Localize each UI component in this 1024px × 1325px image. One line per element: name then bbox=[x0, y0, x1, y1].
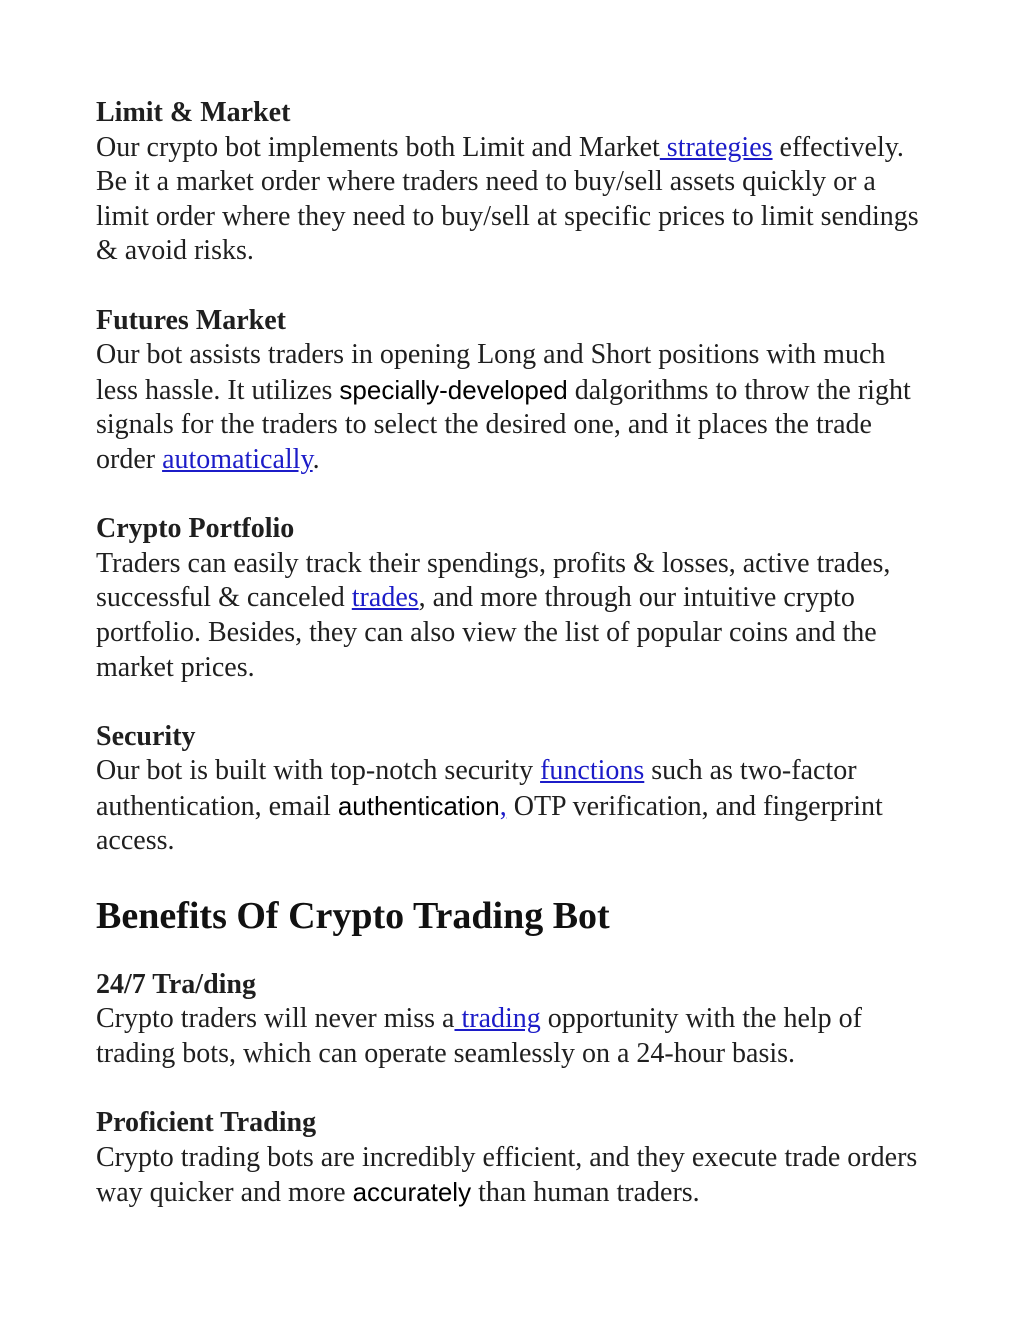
section-crypto-portfolio bbox=[96, 512, 928, 685]
link-comma[interactable]: , bbox=[499, 790, 507, 822]
section-body bbox=[96, 754, 928, 859]
body-text: effectively. Be it a market order where traders need to buy/sell assets quickly or a limit order where they need to buy/sell at specific prices to limit sendings & avoid risks. bbox=[96, 131, 919, 267]
body-text: Our bot assists traders in opening Long and Short positions with much less hassle. It utilizes bbox=[96, 339, 886, 406]
section-24-7-trading bbox=[96, 968, 928, 1072]
benefits-title: Benefits Of Crypto Trading Bot bbox=[96, 894, 610, 937]
section-heading: Crypto Portfolio bbox=[96, 513, 295, 545]
section-limit-market bbox=[96, 96, 928, 269]
section-heading: Proficient Trading bbox=[96, 1107, 317, 1139]
section-body bbox=[96, 547, 928, 685]
body-text: than human traders. bbox=[471, 1177, 700, 1209]
section-security bbox=[96, 720, 928, 859]
body-text: such as two-factor authentication, email bbox=[96, 755, 857, 822]
body-text-sans: specially-developed bbox=[339, 374, 568, 405]
body-text-sans: authentication bbox=[337, 790, 500, 821]
section-heading: Limit & Market bbox=[96, 97, 291, 128]
section-heading: Security bbox=[96, 720, 196, 752]
body-text: dalgorithms to throw the right signals for the traders to select the desired one, and it places the trade order bbox=[96, 374, 911, 475]
body-text: Crypto trading bots are incredibly efficient, and they execute trade orders way quicker and more bbox=[96, 1141, 918, 1209]
section-body bbox=[96, 1002, 928, 1071]
section-proficient-trading bbox=[96, 1106, 928, 1211]
section-body bbox=[96, 1141, 928, 1211]
body-text: Our crypto bot implements both Limit and Market bbox=[96, 131, 660, 163]
link-automatically[interactable]: automatically bbox=[162, 443, 313, 475]
body-text: Crypto traders will never miss a bbox=[96, 1003, 455, 1035]
section-heading: 24/7 Tra/ding bbox=[96, 968, 257, 1000]
body-text-sans: accurately bbox=[352, 1177, 472, 1208]
body-text: OTP verification, and fingerprint access. bbox=[96, 790, 883, 857]
body-text: opportunity with the help of trading bots, which can operate seamlessly on a 24-hour basis. bbox=[96, 1003, 862, 1069]
link-functions[interactable]: functions bbox=[540, 755, 645, 787]
link-strategies[interactable]: strategies bbox=[659, 131, 773, 163]
body-text: Traders can easily track their spendings, profits & losses, active trades, successful & canceled bbox=[96, 547, 891, 614]
link-trades[interactable]: trades bbox=[351, 582, 419, 614]
body-text: . bbox=[312, 443, 320, 475]
section-futures-market bbox=[96, 304, 928, 478]
link-trading[interactable]: trading bbox=[454, 1003, 541, 1035]
section-heading: Futures Market bbox=[96, 304, 286, 336]
section-body bbox=[96, 131, 928, 269]
body-text: Our bot is built with top-notch security bbox=[96, 755, 541, 787]
section-body bbox=[96, 338, 928, 477]
body-text: , and more through our intuitive crypto portfolio. Besides, they can also view the list of popular coins and the market prices. bbox=[96, 582, 877, 683]
